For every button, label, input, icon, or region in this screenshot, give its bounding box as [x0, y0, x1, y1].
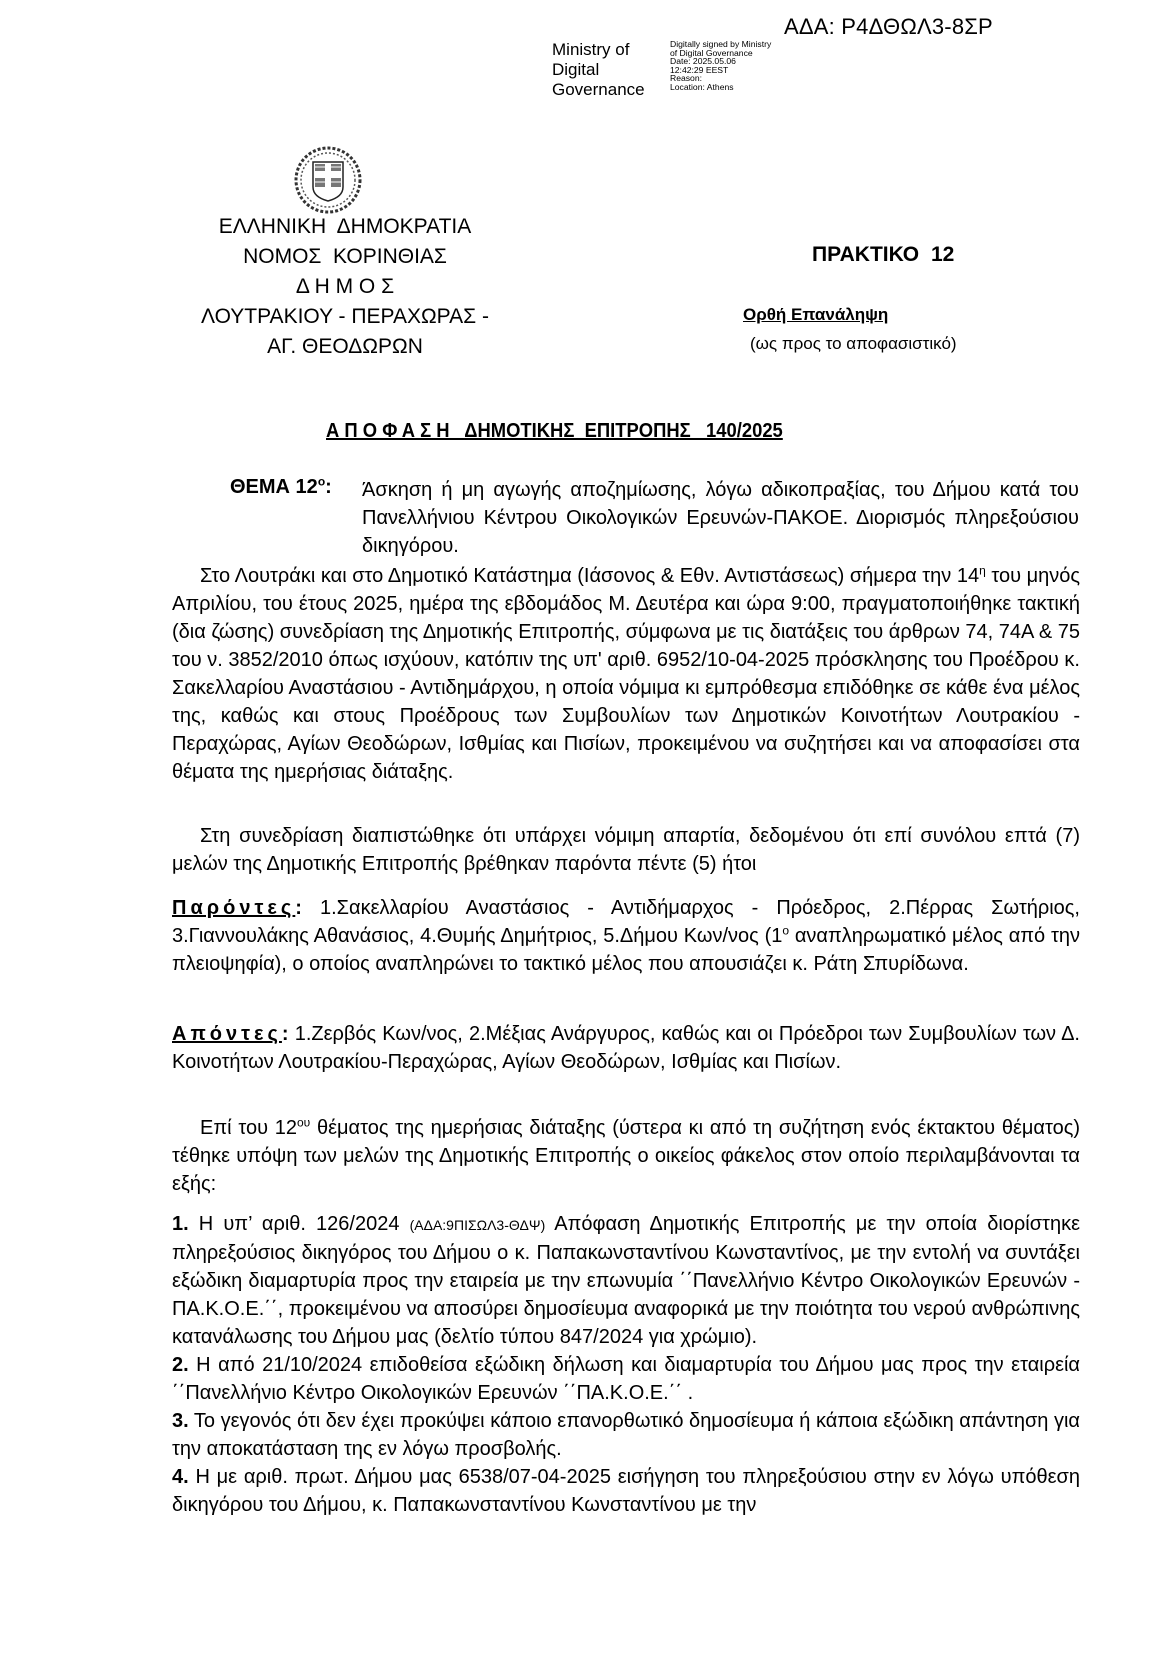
paragraph-agenda: [172, 1114, 1080, 1198]
present-text: αναπληρωματικό μέλος από την πλειοψηφία), ο οποίος αναπληρώνει το τακτικό μέλος που απουσιάζει κ. Ράτη Σπυρίδωνα.: [172, 925, 1080, 975]
items-list: [172, 1210, 1080, 1519]
paragraph-present: Παρόντες: 1.Σακελλαρίου Αναστάσιος - Αντιδήμαρχος - Πρόεδρος, 2.Πέρρας Σωτήριος, 3.Γιαννουλάκης Αθανάσιος, 4.Θυμής Δημήτριος, 5.Δήμου Κων/νος ($1^o$ αναπληρωματικό μέλος από την πλειοψηφία), ο οποίος αναπληρώνει το τακτικό μέλος που απουσιάζει κ. Ράτη Σπυρίδωνα.: [172, 897, 1080, 975]
present-sup: ο: [782, 923, 790, 938]
issuer-line: ΕΛΛΗΝΙΚΗ ΔΗΜΟΚΡΑΤΙΑ: [218, 215, 472, 238]
list-item: [172, 1351, 1080, 1407]
signature-detail-line: 12:42:29 EEST: [670, 64, 729, 75]
subject-label-colon: :: [325, 476, 332, 498]
signature-details: [670, 40, 771, 92]
subject-label-sup: ο: [317, 474, 326, 489]
coat-of-arms-icon: [293, 145, 363, 215]
item-ada-reference: (ΑΔΑ:9ΠΙΣΩΛ3-ΘΔΨ): [409, 1217, 546, 1233]
issuer-block: [160, 212, 530, 362]
signature-name-line: Governance: [552, 80, 645, 99]
paragraph-session: [172, 562, 1080, 786]
signature-signer: [552, 40, 645, 100]
subject-text: Άσκηση ή μη αγωγής αποζημίωσης, λόγω αδικοπραξίας, του Δήμου κατά του Πανελλήνιου Κέντρου Οικολογικών Ερευνών-ΠΑΚΟΕ. Διορισμός πληρεξούσιου δικηγόρου.: [362, 479, 1079, 557]
paragraph-absent: Απόντες: 1.Ζερβός Κων/νος, 2.Μέξιας Ανάργυρος, καθώς και οι Πρόεδροι των Συμβουλίων των Δ. Κοινοτήτων Λουτρακίου-Περαχώρας, Αγίων Θεοδώρων, Ισθμίας και Πισίων.: [172, 1023, 1080, 1073]
minutes-number: ΠΡΑΚΤΙΚΟ 12: [812, 243, 955, 266]
paragraph-sup: η: [979, 563, 986, 578]
issuer-line: ΝΟΜΟΣ ΚΟΡΙΝΘΙΑΣ: [243, 245, 447, 268]
list-item: [172, 1463, 1080, 1519]
present-label: Παρόντες: [172, 897, 296, 919]
signature-detail-line: Reason:: [670, 73, 703, 84]
paragraph-quorum: Στη συνεδρίαση διαπιστώθηκε ότι υπάρχει νόμιμη απαρτία, δεδομένου ότι επί συνόλου επτά (7) μελών της Δημοτικής Επιτροπής βρέθηκαν παρόντα πέντε (5) ήτοι: [172, 825, 1080, 875]
item-number: 3.: [172, 1410, 189, 1432]
list-item: [172, 1407, 1080, 1463]
subject-label-text: ΘΕΜΑ 12: [230, 476, 318, 498]
item-number: 1.: [172, 1213, 189, 1235]
signature-name-line: Ministry of: [552, 40, 630, 59]
paragraph-text: του μηνός Απριλίου, του έτους 2025, ημέρα της εβδομάδος Μ. Δευτέρα και ώρα 9:00, πραγματοποιήθηκε τακτική (δια ζώσης) συνεδρίαση της Δημοτικής Επιτροπής, σύμφωνα με τις διατάξεις του άρθρων 74, 74Α & 75 του ν. 3852/2010 όπως ισχύουν, κατόπιν της υπ' αριθ. 6952/10-04-2025 πρόσκλησης του Προέδρου κ. Σακελλαρίου Αναστάσιου - Αντιδημάρχου, η οποία νόμιμα κι εμπρόθεσμα επιδόθηκε σε κάθε ένα μέλος της, καθώς και στους Προέδρους των Συμβουλίων των Δημοτικών Κοινοτήτων Λουτρακίου - Περαχώρας, Αγίων Θεοδώρων, Ισθμίας και Πισίων, προκειμένου να συζητήσει και να αποφασίσει στα θέματα της ημερήσιας διάταξης.: [172, 565, 1080, 783]
signature-name-line: Digital: [552, 60, 600, 79]
paragraph-sup: ου: [297, 1115, 311, 1130]
paragraph-text: θέματος της ημερήσιας διάταξης (ύστερα κι από τη συζήτηση ενός έκτακτου θέματος) τέθηκε υπόψη των μελών της Δημοτικής Επιτροπής ο οικείος φάκελος στον οποίο περιλαμβάνονται τα εξής:: [172, 1117, 1081, 1195]
issuer-line: ΑΓ. ΘΕΟΔΩΡΩΝ: [267, 335, 423, 358]
absent-text: 1.Ζερβός Κων/νος, 2.Μέξιας Ανάργυρος, καθώς και οι Πρόεδροι των Συμβουλίων των Δ. Κοινοτήτων Λουτρακίου-Περαχώρας, Αγίων Θεοδώρων, Ισθμίας και Πισίων.: [172, 1023, 1080, 1073]
decision-title: Α Π Ο Φ Α Σ Η ΔΗΜΟΤΙΚΗΣ ΕΠΙΤΡΟΠΗΣ 140/2025: [326, 420, 783, 442]
item-text: Απόφαση Δημοτικής Επιτροπής με την οποία διορίστηκε πληρεξούσιος δικηγόρος του Δήμου ο κ. Παπακωνσταντίνου Κωνσταντίνος, με την εντολή να συντάξει εξώδικη διαμαρτυρία προς την εταιρεία με την επωνυμία ΄΄Πανελλήνιο Κέντρο Οικολογικών Ερευνών - ΠΑ.Κ.Ο.Ε.΄΄, προκειμένου να αποσύρει δημοσίευμα αναφορικά με την ποιότητα του νερού ανθρώπινης κατανάλωσης του Δήμου μας (δελτίο τύπου 847/2024 για χρώμιο).: [172, 1213, 1080, 1348]
signature-detail-line: Date: 2025.05.06: [670, 56, 736, 67]
item-number: 4.: [172, 1466, 189, 1488]
item-text: Η από 21/10/2024 επιδοθείσα εξώδικη δήλωση και διαμαρτυρία του Δήμου μας προς την εταιρεία ΄΄Πανελλήνιο Κέντρο Οικολογικών Ερευνών ΄΄ΠΑ.Κ.Ο.Ε.΄΄ .: [172, 1354, 1080, 1404]
item-text: Η υπ’ αριθ. 126/2024: [188, 1213, 410, 1235]
paragraph-text: Επί του 12: [200, 1117, 297, 1139]
correction-note: (ως προς το αποφασιστικό): [750, 334, 957, 353]
issuer-line: Δ Η Μ Ο Σ: [295, 275, 395, 298]
issuer-line: ΛΟΥΤΡΑΚΙΟΥ - ΠΕΡΑΧΩΡΑΣ -: [201, 305, 489, 328]
present-text: 1.Σακελλαρίου Αναστάσιος - Αντιδήμαρχος - Πρόεδρος, 2.Πέρρας Σωτήριος, 3.Γιαννουλάκης Αθανάσιος, 4.Θυμής Δημήτριος, 5.Δήμου Κων/νος (1: [172, 897, 1080, 947]
item-number: 2.: [172, 1354, 189, 1376]
subject-label: [230, 476, 332, 499]
signature-detail-line: of Digital Governance: [670, 47, 753, 58]
absent-label: Απόντες: [172, 1023, 282, 1045]
paragraph-text: Στο Λουτράκι και στο Δημοτικό Κατάστημα (Ιάσονος & Εθν. Αντιστάσεως) σήμερα την 14: [200, 565, 980, 587]
signature-detail-line: Digitally signed by Ministry: [670, 39, 772, 49]
signature-detail-line: Location: Athens: [670, 81, 734, 92]
item-text: Η με αριθ. πρωτ. Δήμου μας 6538/07-04-2025 εισήγηση του πληρεξούσιου στην εν λόγω υπόθεση δικηγόρου του Δήμου, κ. Παπακωνσταντίνου Κωνσταντίνου με την: [172, 1466, 1080, 1516]
ada-code: ΑΔΑ: Ρ4ΔΘΩΛ3-8ΣΡ: [784, 14, 993, 39]
item-text: Το γεγονός ότι δεν έχει προκύψει κάποιο επανορθωτικό δημοσίευμα ή κάποια εξώδικη απάντηση για την αποκατάσταση της εν λόγω προσβολής.: [172, 1410, 1080, 1460]
list-item: [172, 1210, 1080, 1351]
correction-label: Ορθή Επανάληψη: [743, 305, 889, 324]
